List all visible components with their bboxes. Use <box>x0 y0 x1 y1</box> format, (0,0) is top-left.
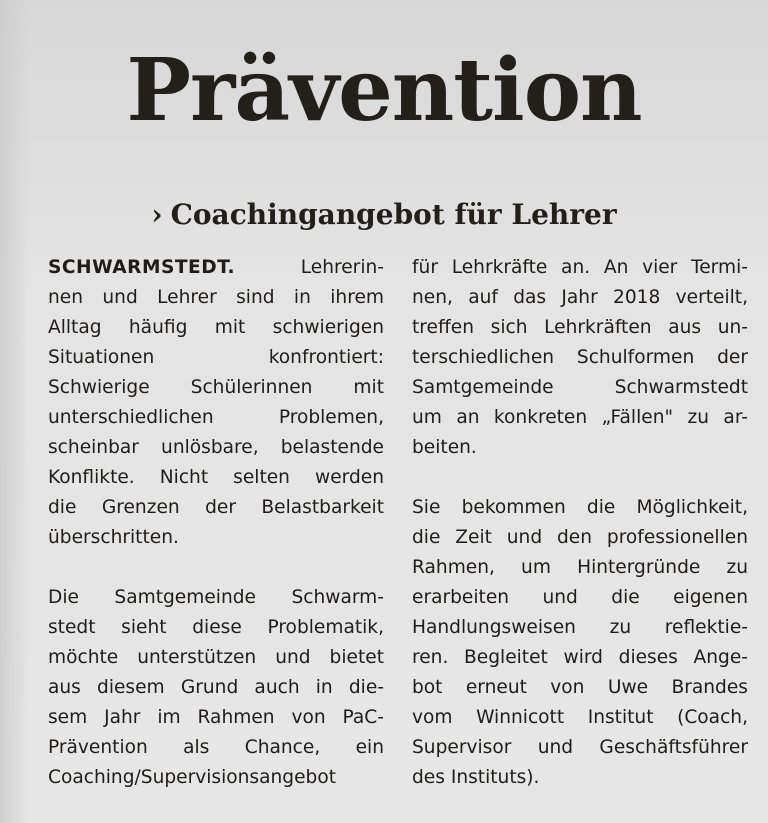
dateline: SCHWARMSTEDT. <box>48 257 236 278</box>
headline: Prävention <box>126 40 642 141</box>
text-line: Die Samtgemeinde Schwarm- <box>48 587 384 608</box>
text-line: Alltag häufig mit schwierigen <box>48 317 384 338</box>
text-line: scheinbar unlösbare, belastende <box>48 437 384 458</box>
paragraph-gap <box>48 553 384 583</box>
text-line: für Lehrkräfte an. An vier Termi- <box>412 257 748 278</box>
text-line-segment: Lehrerin- <box>300 257 384 278</box>
text-line: stedt sieht diese Problematik, <box>48 617 384 638</box>
text-line: Sie bekommen die Möglichkeit, <box>412 497 748 518</box>
article-column-right <box>412 253 748 793</box>
text-line: die Grenzen der Belastbarkeit <box>48 497 384 518</box>
text-line: Schwierige Schülerinnen mit <box>48 377 384 398</box>
text-line: um an konkreten „Fällen" zu ar- <box>412 407 748 428</box>
text-line: aus diesem Grund auch in die- <box>48 677 384 698</box>
text-line: unterschiedlichen Problemen, <box>48 407 384 428</box>
text-line <box>48 253 384 283</box>
text-line: bot erneut von Uwe Brandes <box>412 677 748 698</box>
text-line: Situationen konfrontiert: <box>48 347 384 368</box>
text-line: nen und Lehrer sind in ihrem <box>48 287 384 308</box>
text-line: ren. Begleitet wird dieses Ange- <box>412 647 748 668</box>
text-line: möchte unterstützen und bietet <box>48 647 384 668</box>
text-line: Rahmen, um Hintergründe zu <box>412 557 748 578</box>
paragraph-gap <box>412 463 748 493</box>
text-line: Handlungsweisen zu reflektie- <box>412 617 748 638</box>
text-line: treffen sich Lehrkräften aus un- <box>412 317 748 338</box>
text-line: terschiedlichen Schulformen der <box>412 347 748 368</box>
text-line: beiten. <box>412 437 477 458</box>
article-column-left <box>48 253 384 793</box>
text-line: erarbeiten und die eigenen <box>412 587 748 608</box>
text-line: vom Winnicott Institut (Coach, <box>412 707 748 728</box>
text-line: des Instituts). <box>412 767 540 788</box>
text-line: überschritten. <box>48 527 179 548</box>
text-line: Coaching/Supervisionsangebot <box>48 767 337 788</box>
text-line: Samtgemeinde Schwarmstedt <box>412 377 748 398</box>
text-line: Prävention als Chance, ein <box>48 737 384 758</box>
text-line: die Zeit und den professionellen <box>412 527 748 548</box>
text-line: Konflikte. Nicht selten werden <box>48 467 384 488</box>
subheadline <box>0 193 768 237</box>
text-line: Supervisor und Geschäftsführer <box>412 737 748 758</box>
subheadline-text: Coachingangebot für Lehrer <box>170 198 617 231</box>
text-line: sem Jahr im Rahmen von PaC- <box>48 707 384 728</box>
text-line: nen, auf das Jahr 2018 verteilt, <box>412 287 748 308</box>
chevron-right-icon: › <box>151 198 163 231</box>
